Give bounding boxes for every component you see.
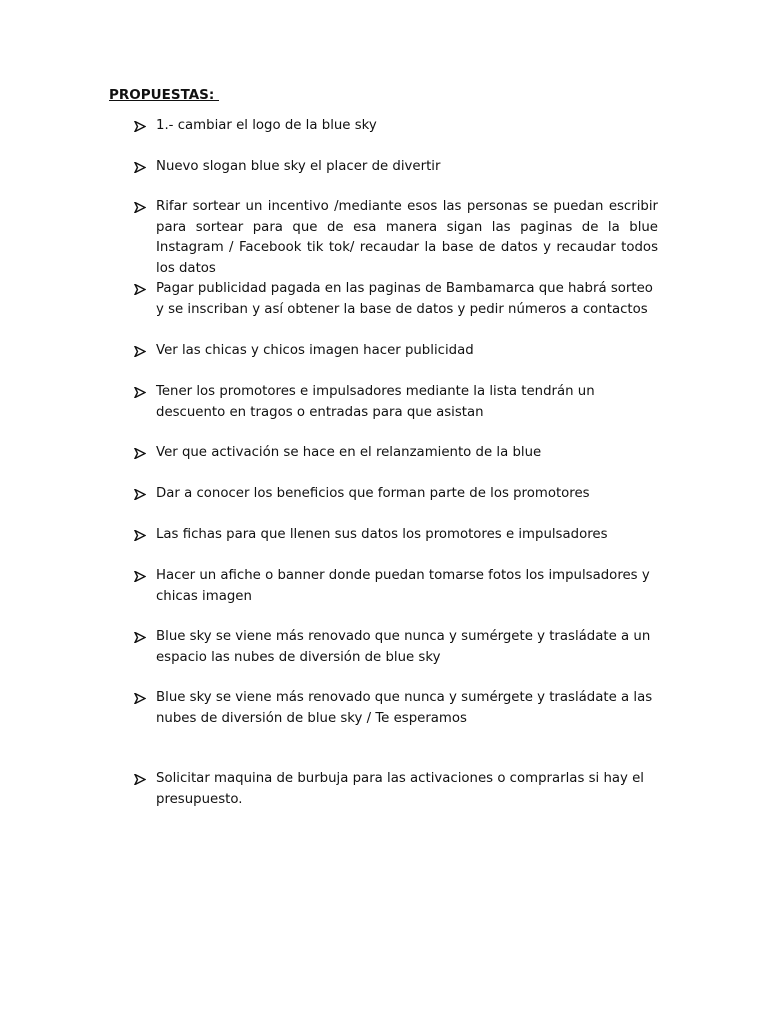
list-item-text: Pagar publicidad pagada en las paginas de Bambamarca que habrá sorteo y se inscriban y así obtener la base de datos y pedir números a contactos <box>156 281 653 317</box>
list-item <box>134 566 658 607</box>
list-item <box>134 341 658 362</box>
list-item-text: Blue sky se viene más renovado que nunca y sumérgete y trasládate a un espacio las nubes de diversión de blue sky <box>156 629 651 665</box>
list-item <box>134 279 658 320</box>
arrowhead-bullet-icon <box>134 279 148 299</box>
list-item <box>134 157 658 178</box>
arrowhead-bullet-icon <box>134 443 148 463</box>
list-item-text: 1.- cambiar el logo de la blue sky <box>156 118 377 133</box>
list-item <box>134 484 658 505</box>
arrowhead-bullet-icon <box>134 627 148 647</box>
arrowhead-bullet-icon <box>134 484 148 504</box>
list-item-text: Solicitar maquina de burbuja para las activaciones o comprarlas si hay el presupuesto. <box>156 771 644 807</box>
list-item <box>134 116 658 137</box>
list-item-text: Ver que activación se hace en el relanzamiento de la blue <box>156 445 542 460</box>
arrowhead-bullet-icon <box>134 116 148 136</box>
arrowhead-bullet-icon <box>134 341 148 361</box>
arrowhead-bullet-icon <box>134 197 148 217</box>
list-item-text: Nuevo slogan blue sky el placer de divertir <box>156 159 441 174</box>
list-item <box>134 382 658 423</box>
list-item-text: Rifar sortear un incentivo /mediante esos las personas se puedan escribir para sortear para que de esa manera sigan las paginas de la blue Instagram / Facebook tik tok/ recaudar la base de datos y recaudar todos los datos <box>156 199 658 276</box>
page-title: PROPUESTAS: <box>109 87 219 103</box>
list-item-text: Dar a conocer los beneficios que forman parte de los promotores <box>156 486 590 501</box>
list-item-text: Las fichas para que llenen sus datos los promotores e impulsadores <box>156 527 608 542</box>
arrowhead-bullet-icon <box>134 157 148 177</box>
list-item-text: Tener los promotores e impulsadores mediante la lista tendrán un descuento en tragos o entradas para que asistan <box>156 384 595 420</box>
list-item-text: Blue sky se viene más renovado que nunca y sumérgete y trasládate a las nubes de diversión de blue sky / Te esperamos <box>156 690 653 726</box>
list-item-text: Hacer un afiche o banner donde puedan tomarse fotos los impulsadores y chicas imagen <box>156 568 650 604</box>
arrowhead-bullet-icon <box>134 769 148 789</box>
list-item <box>134 197 658 279</box>
arrowhead-bullet-icon <box>134 566 148 586</box>
list-item <box>134 688 658 729</box>
list-item <box>134 525 658 546</box>
arrowhead-bullet-icon <box>134 688 148 708</box>
list-item <box>134 769 658 810</box>
list-item <box>134 627 658 668</box>
list-item <box>134 443 658 464</box>
arrowhead-bullet-icon <box>134 382 148 402</box>
arrowhead-bullet-icon <box>134 525 148 545</box>
list-item-text: Ver las chicas y chicos imagen hacer publicidad <box>156 343 474 358</box>
